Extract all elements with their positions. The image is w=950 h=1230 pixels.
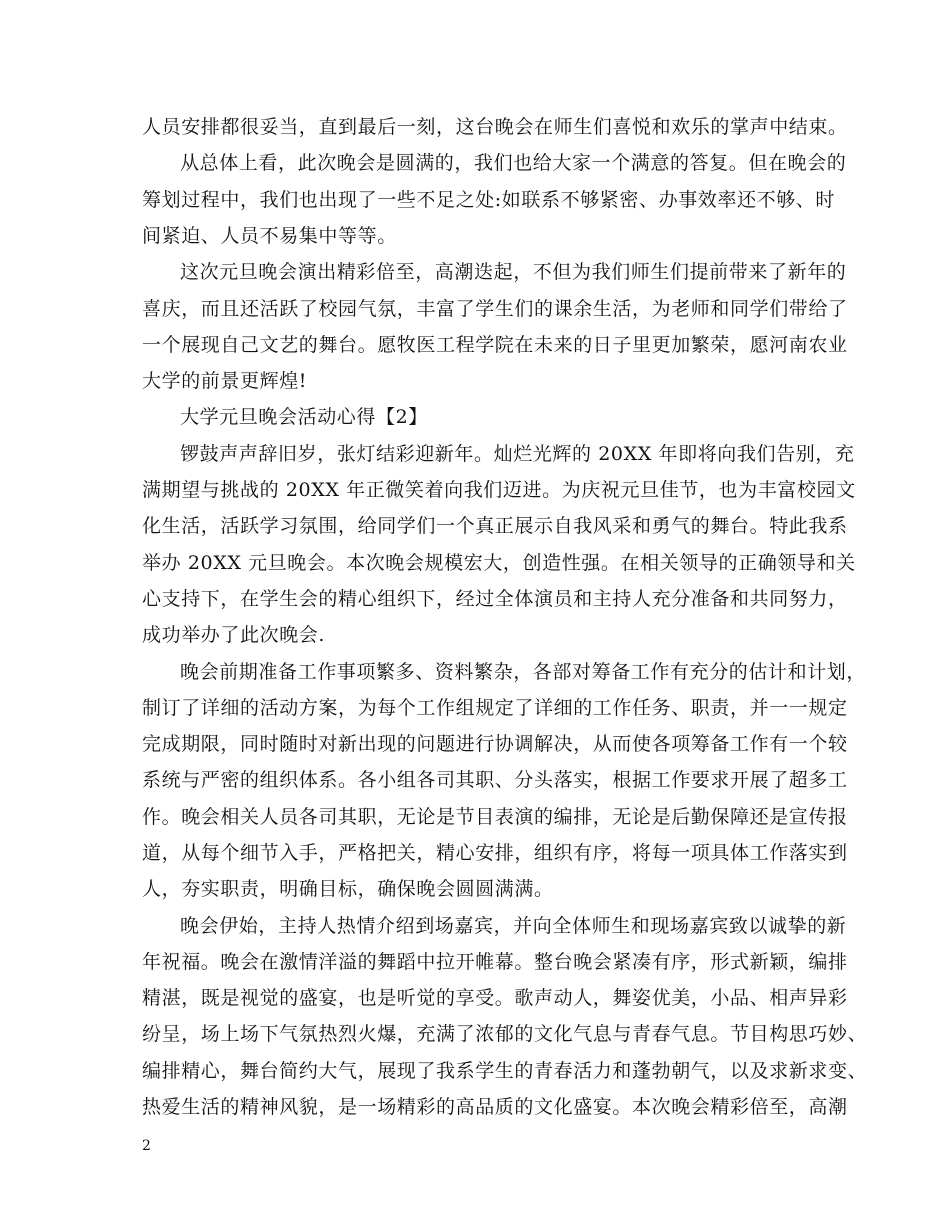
text-line: 人员安排都很妥当，直到最后一刻，这台晚会在师生们喜悦和欢乐的掌声中结束。 — [142, 116, 848, 138]
text-line: 热爱生活的精神风貌，是一场精彩的高品质的文化盛宴。本次晚会精彩倍至，高潮 — [142, 1096, 848, 1118]
text-line: 一个展现自己文艺的舞台。愿牧医工程学院在未来的日子里更加繁荣，愿河南农业 — [142, 334, 848, 356]
text-line: 满期望与挑战的 20XX 年正微笑着向我们迈进。为庆祝元旦佳节，也为丰富校园文 — [142, 479, 856, 501]
text-line: 晚会前期准备工作事项繁多、资料繁杂，各部对筹备工作有充分的估计和计划， — [180, 661, 867, 683]
text-line: 心支持下，在学生会的精心组织下，经过全体演员和主持人充分准备和共同努力， — [142, 588, 848, 610]
text-line: 作。晚会相关人员各司其职，无论是节目表演的编排，无论是后勤保障还是宣传报 — [142, 806, 848, 828]
text-line: 精湛，既是视觉的盛宴，也是听觉的享受。歌声动人，舞姿优美，小品、相声异彩 — [142, 987, 848, 1009]
text-line: 编排精心，舞台简约大气，展现了我系学生的青春活力和蓬勃朝气，以及求新求变、 — [142, 1060, 868, 1082]
text-line: 举办 20XX 元旦晚会。本次晚会规模宏大，创造性强。在相关领导的正确领导和关 — [142, 552, 856, 574]
text-line: 完成期限，同时随时对新出现的问题进行协调解决，从而使各项筹备工作有一个较 — [142, 733, 848, 755]
text-line: 筹划过程中，我们也出现了一些不足之处:如联系不够紧密、办事效率还不够、时 — [142, 189, 836, 211]
text-line: 这次元旦晚会演出精彩倍至，高潮迭起，不但为我们师生们提前带来了新年的 — [180, 261, 847, 283]
text-line: 锣鼓声声辞旧岁，张灯结彩迎新年。灿烂光辉的 20XX 年即将向我们告别，充 — [180, 443, 855, 465]
page-number: 2 — [142, 1138, 151, 1154]
text-line: 成功举办了此次晚会. — [142, 624, 326, 646]
text-line: 间紧迫、人员不易集中等等。 — [142, 225, 397, 247]
text-line: 人，夯实职责，明确目标，确保晚会圆圆满满。 — [142, 878, 554, 900]
text-line: 从总体上看，此次晚会是圆满的，我们也给大家一个满意的答复。但在晚会的 — [180, 152, 847, 174]
text-line: 年祝福。晚会在激情洋溢的舞蹈中拉开帷幕。整台晚会紧凑有序，形式新颖，编排 — [142, 951, 848, 973]
text-line: 晚会伊始，主持人热情介绍到场嘉宾，并向全体师生和现场嘉宾致以诚挚的新 — [180, 915, 847, 937]
text-line: 化生活，活跃学习氛围，给同学们一个真正展示自我风采和勇气的舞台。特此我系 — [142, 515, 848, 537]
section-heading: 大学元旦晚会活动心得【2】 — [180, 406, 428, 428]
text-line: 大学的前景更辉煌! — [142, 370, 308, 392]
text-line: 系统与严密的组织体系。各小组各司其职、分头落实，根据工作要求开展了超多工 — [142, 769, 848, 791]
text-line: 喜庆，而且还活跃了校园气氛，丰富了学生们的课余生活，为老师和同学们带给了 — [142, 298, 848, 320]
text-line: 制订了详细的活动方案，为每个工作组规定了详细的工作任务、职责，并一一规定 — [142, 697, 848, 719]
text-line: 道，从每个细节入手，严格把关，精心安排，组织有序，将每一项具体工作落实到 — [142, 842, 848, 864]
text-line: 纷呈，场上场下气氛热烈火爆，充满了浓郁的文化气息与青春气息。节目构思巧妙、 — [142, 1023, 868, 1045]
